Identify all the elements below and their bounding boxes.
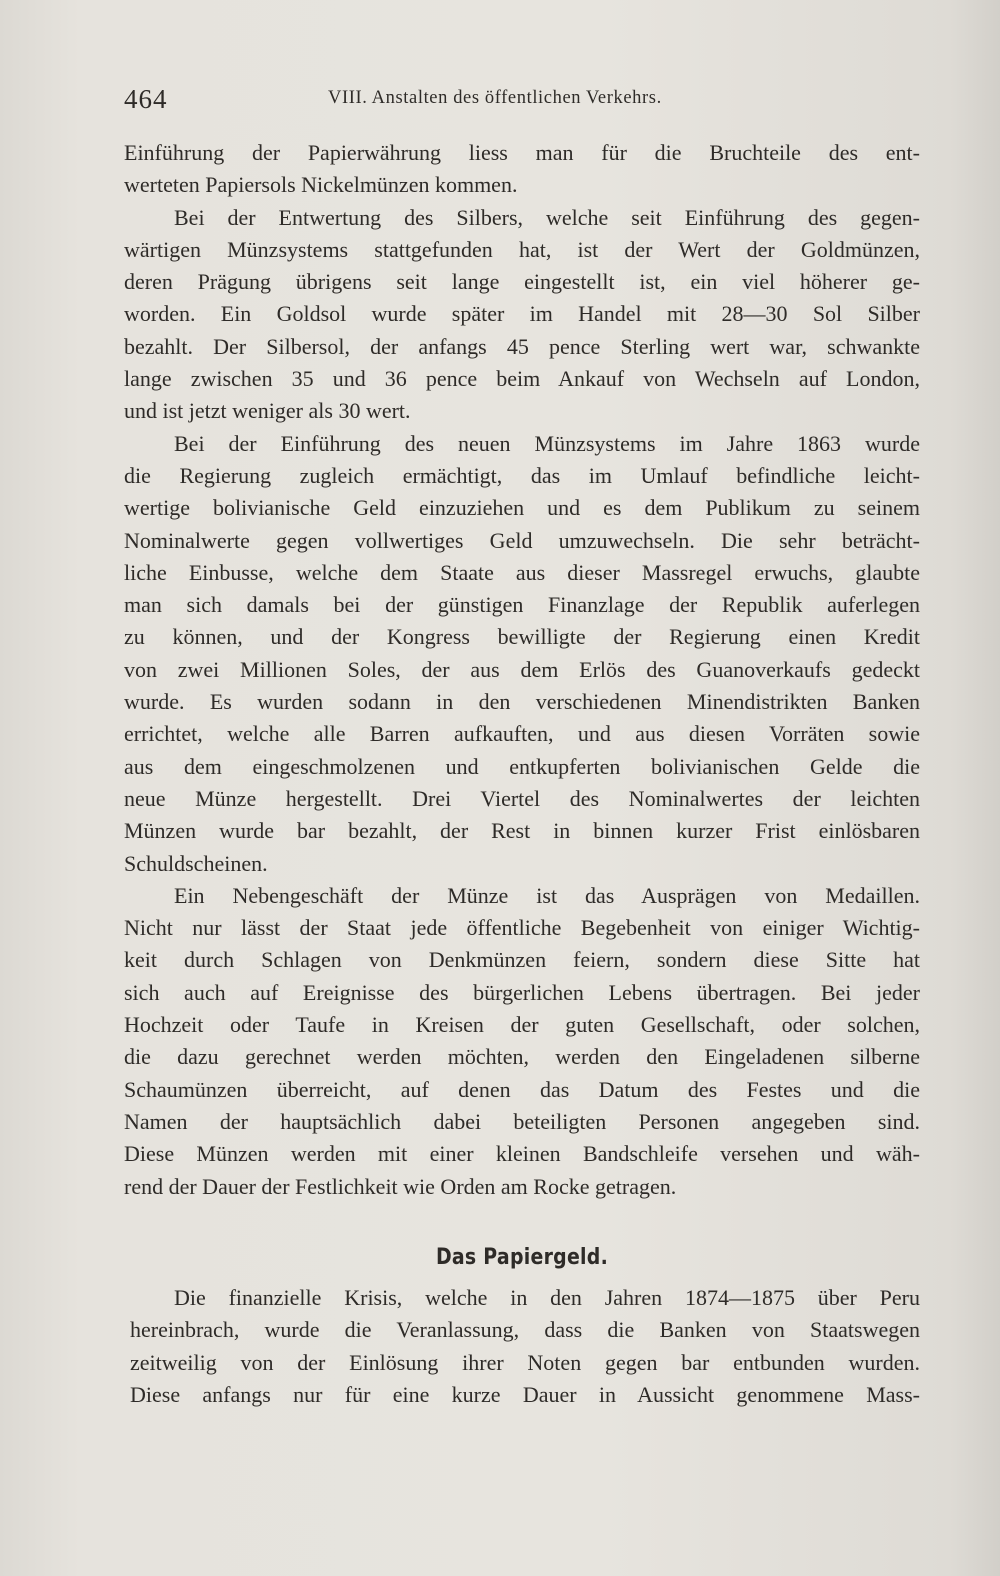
text-line: wertige bolivianische Geld einzuziehen und es dem Publikum zu seinem	[124, 495, 920, 521]
text-line: Einführung der Papierwährung liess man für die Bruchteile des ent-	[124, 140, 920, 165]
text-line: Namen der hauptsächlich dabei beteiligten Personen angegeben sind.	[124, 1108, 920, 1134]
text-line: die Regierung zugleich ermächtigt, das im Umlauf befindliche leicht-	[124, 462, 920, 488]
text-line: Ein Nebengeschäft der Münze ist das Ausprägen von Medaillen.	[174, 882, 920, 908]
text-line: man sich damals bei der günstigen Finanzlage der Republik auferlegen	[124, 592, 920, 618]
text-line: aus dem eingeschmolzenen und entkupferten bolivianischen Gelde die	[124, 753, 920, 779]
text-line: lange zwischen 35 und 36 pence beim Ankauf von Wechseln auf London,	[124, 366, 920, 392]
text-line: zu können, und der Kongress bewilligte der Regierung einen Kredit	[124, 624, 920, 650]
text-line: bezahlt. Der Silbersol, der anfangs 45 pence Sterling wert war, schwankte	[124, 333, 920, 359]
text-line: Die finanzielle Krisis, welche in den Jahren 1874—1875 über Peru	[174, 1285, 920, 1310]
chapter-title: VIII. Anstalten des öffentlichen Verkehrs.	[328, 88, 662, 108]
text-line: keit durch Schlagen von Denkmünzen feiern, sondern diese Sitte hat	[124, 947, 920, 973]
text-line: Nicht nur lässt der Staat jede öffentliche Begebenheit von einiger Wichtig-	[124, 915, 920, 941]
text-line: Münzen wurde bar bezahlt, der Rest in binnen kurzer Frist einlösbaren	[124, 818, 920, 844]
text-line: Hochzeit oder Taufe in Kreisen der guten Gesellschaft, oder solchen,	[124, 1012, 920, 1038]
body-text	[124, 137, 920, 1203]
text-line: Diese Münzen werden mit einer kleinen Bandschleife versehen und wäh-	[124, 1141, 920, 1167]
text-line: Nominalwerte gegen vollwertiges Geld umzuwechseln. Die sehr beträcht-	[124, 527, 920, 553]
text-line: von zwei Millionen Soles, der aus dem Erlös des Guanoverkaufs gedeckt	[124, 656, 920, 682]
section-body-text	[130, 1282, 920, 1411]
text-line: zeitweilig von der Einlösung ihrer Noten gegen bar entbunden wurden.	[130, 1349, 920, 1375]
text-line: Bei der Entwertung des Silbers, welche seit Einführung des gegen-	[174, 204, 920, 230]
text-line: liche Einbusse, welche dem Staate aus dieser Massregel erwuchs, glaubte	[124, 559, 920, 585]
text-line: Diese anfangs nur für eine kurze Dauer in Aussicht genommene Mass-	[130, 1381, 920, 1407]
text-line: rend der Dauer der Festlichkeit wie Orden am Rocke getragen.	[124, 1173, 677, 1199]
text-line: worden. Ein Goldsol wurde später im Handel mit 28—30 Sol Silber	[124, 301, 920, 327]
section-heading: Das Papiergeld.	[435, 1245, 609, 1270]
text-line: sich auch auf Ereignisse des bürgerlichen Lebens übertragen. Bei jeder	[124, 979, 920, 1005]
text-line: hereinbrach, wurde die Veranlassung, dass die Banken von Staatswegen	[130, 1317, 920, 1343]
text-line: Bei der Einführung des neuen Münzsystems im Jahre 1863 wurde	[174, 430, 920, 456]
text-line: Schuldscheinen.	[124, 850, 268, 876]
text-line: Schaumünzen überreicht, auf denen das Datum des Festes und die	[124, 1076, 920, 1102]
text-line: neue Münze hergestellt. Drei Viertel des Nominalwertes der leichten	[124, 785, 920, 811]
text-line: wärtigen Münzsystems stattgefunden hat, ist der Wert der Goldmünzen,	[124, 236, 920, 262]
text-line: wurde. Es wurden sodann in den verschiedenen Minendistrikten Banken	[124, 689, 920, 715]
text-line: errichtet, welche alle Barren aufkauften, und aus diesen Vorräten sowie	[124, 721, 920, 747]
page-number: 464	[124, 84, 168, 114]
running-header	[124, 84, 920, 118]
text-line: deren Prägung übrigens seit lange eingestellt ist, ein viel höherer ge-	[124, 269, 920, 295]
text-line: werteten Papiersols Nickelmünzen kommen.	[124, 172, 518, 198]
text-line: und ist jetzt weniger als 30 wert.	[124, 398, 411, 424]
text-line: die dazu gerechnet werden möchten, werden den Eingeladenen silberne	[124, 1044, 920, 1070]
